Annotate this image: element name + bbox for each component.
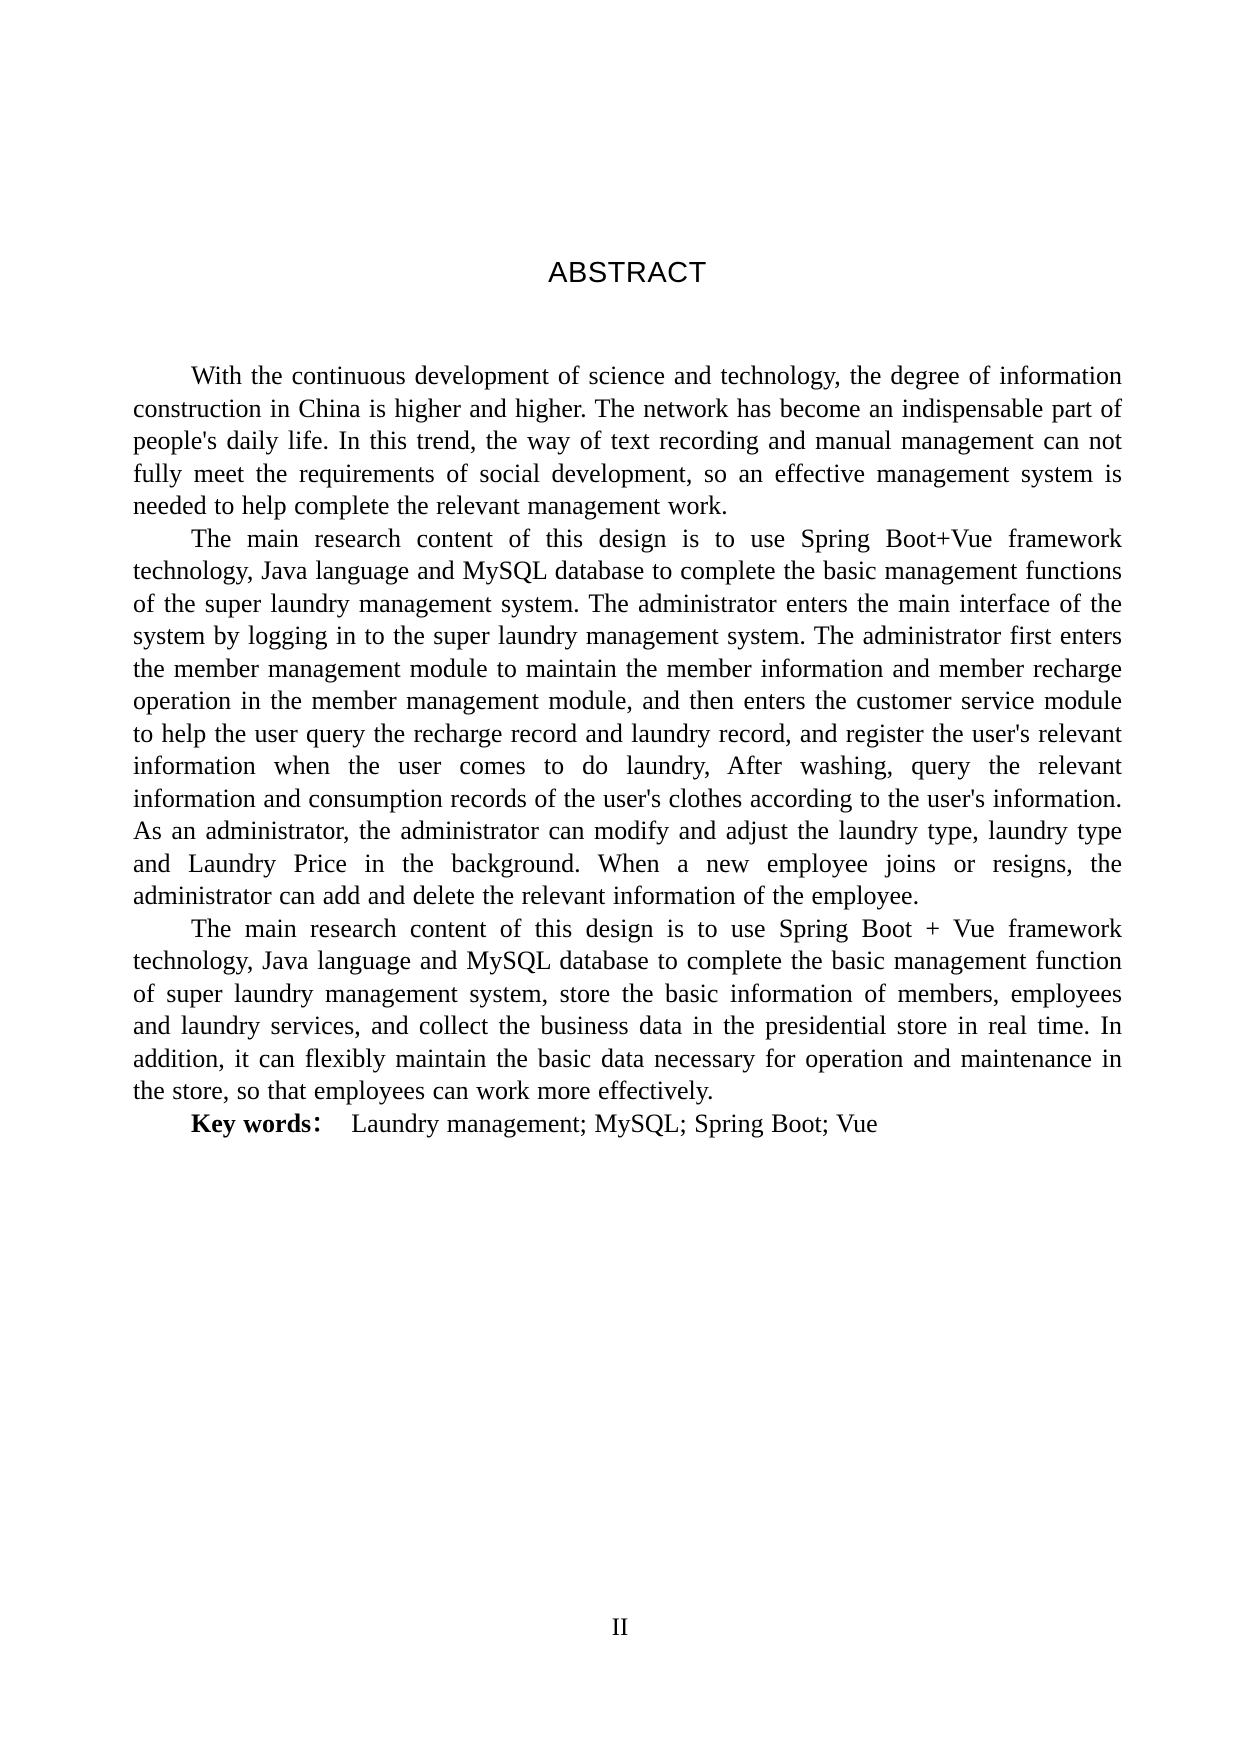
- keywords-line: [133, 1108, 1122, 1141]
- page-number: II: [611, 1614, 629, 1641]
- keywords-label: Key words: [191, 1108, 312, 1138]
- abstract-content: [133, 255, 1122, 1140]
- abstract-paragraph: With the continuous development of science and technology, the degree of information construction in China is higher and higher. The network has become an indispensable part of people's daily life. In this trend, the way of text recording and manual management can not fully meet the requirements of social development, so an effective management system is needed to help complete the relevant management work.: [133, 361, 1122, 520]
- abstract-paragraph: The main research content of this design is to use Spring Boot+Vue framework technology, Java language and MySQL database to complete the basic management functions of the super laundry management system. The administrator enters the main interface of the system by logging in to the super laundry management system. The administrator first enters the member management module to maintain the member information and member recharge operation in the member management module, and then enters the customer service module to help the user query the recharge record and laundry record, and register the user's relevant information when the user comes to do laundry, After washing, query the relevant information and consumption records of the user's clothes according to the user's information. As an administrator, the administrator can modify and adjust the laundry type, laundry type and Laundry Price in the background. When a new employee joins or resigns, the administrator can add and delete the relevant information of the employee.: [133, 523, 1122, 910]
- keywords-text: Laundry management; MySQL; Spring Boot; Vue: [351, 1108, 878, 1138]
- page-footer: [0, 1612, 1240, 1644]
- abstract-title: ABSTRACT: [548, 257, 707, 289]
- abstract-paragraph: The main research content of this design is to use Spring Boot + Vue framework technology, Java language and MySQL database to complete the basic management function of super laundry management system, store the basic information of members, employees and laundry services, and collect the business data in the presidential store in real time. In addition, it can flexibly maintain the basic data necessary for operation and maintenance in the store, so that employees can work more effectively.: [133, 913, 1122, 1105]
- abstract-body: [133, 360, 1122, 1140]
- keywords-separator: ：: [311, 1108, 338, 1138]
